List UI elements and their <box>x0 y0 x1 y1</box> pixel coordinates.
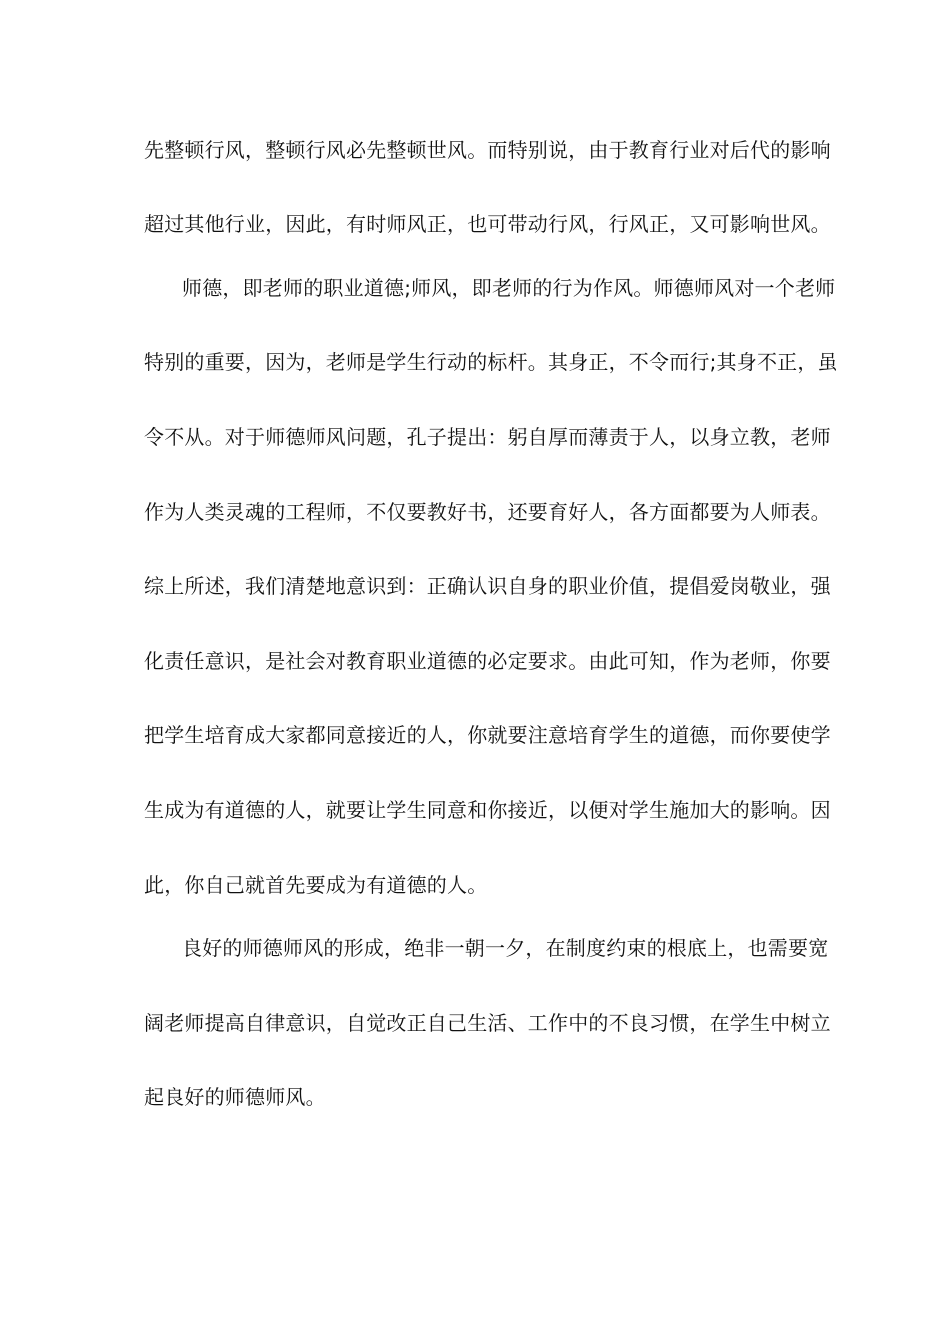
text-line: 超过其他行业，因此，有时师风正，也可带动行风，行风正，又可影响世风。 <box>144 212 831 236</box>
text-line: 此，你自己就首先要成为有道德的人。 <box>144 873 488 897</box>
paragraph-start-line: 师德，即老师的职业道德;师风，即老师的行为作风。师德师风对一个老师 <box>182 276 836 300</box>
text-line: 把学生培育成大家都同意接近的人，你就要注意培育学生的道德，而你要使学 <box>144 723 831 747</box>
text-line: 起良好的师德师风。 <box>144 1085 326 1109</box>
text-line: 令不从。对于师德师风问题，孔子提出：躬自厚而薄责于人，以身立教，老师 <box>144 425 831 449</box>
paragraph-start-line: 良好的师德师风的形成，绝非一朝一夕，在制度约束的根底上，也需要宽 <box>182 936 829 960</box>
text-line: 作为人类灵魂的工程师，不仅要教好书，还要育好人，各方面都要为人师表。 <box>144 500 831 524</box>
text-line: 化责任意识，是社会对教育职业道德的必定要求。由此可知，作为老师，你要 <box>144 649 831 673</box>
text-line: 特别的重要，因为，老师是学生行动的标杆。其身正，不令而行;其身不正，虽 <box>144 350 838 374</box>
text-line: 阔老师提高自律意识，自觉改正自己生活、工作中的不良习惯，在学生中树立 <box>144 1011 831 1035</box>
text-line: 先整顿行风，整顿行风必先整顿世风。而特别说，由于教育行业对后代的影响 <box>144 138 831 162</box>
text-line: 生成为有道德的人，就要让学生同意和你接近，以便对学生施加大的影响。因 <box>144 798 831 822</box>
text-line: 综上所述，我们清楚地意识到：正确认识自身的职业价值，提倡爱岗敬业，强 <box>144 574 831 598</box>
